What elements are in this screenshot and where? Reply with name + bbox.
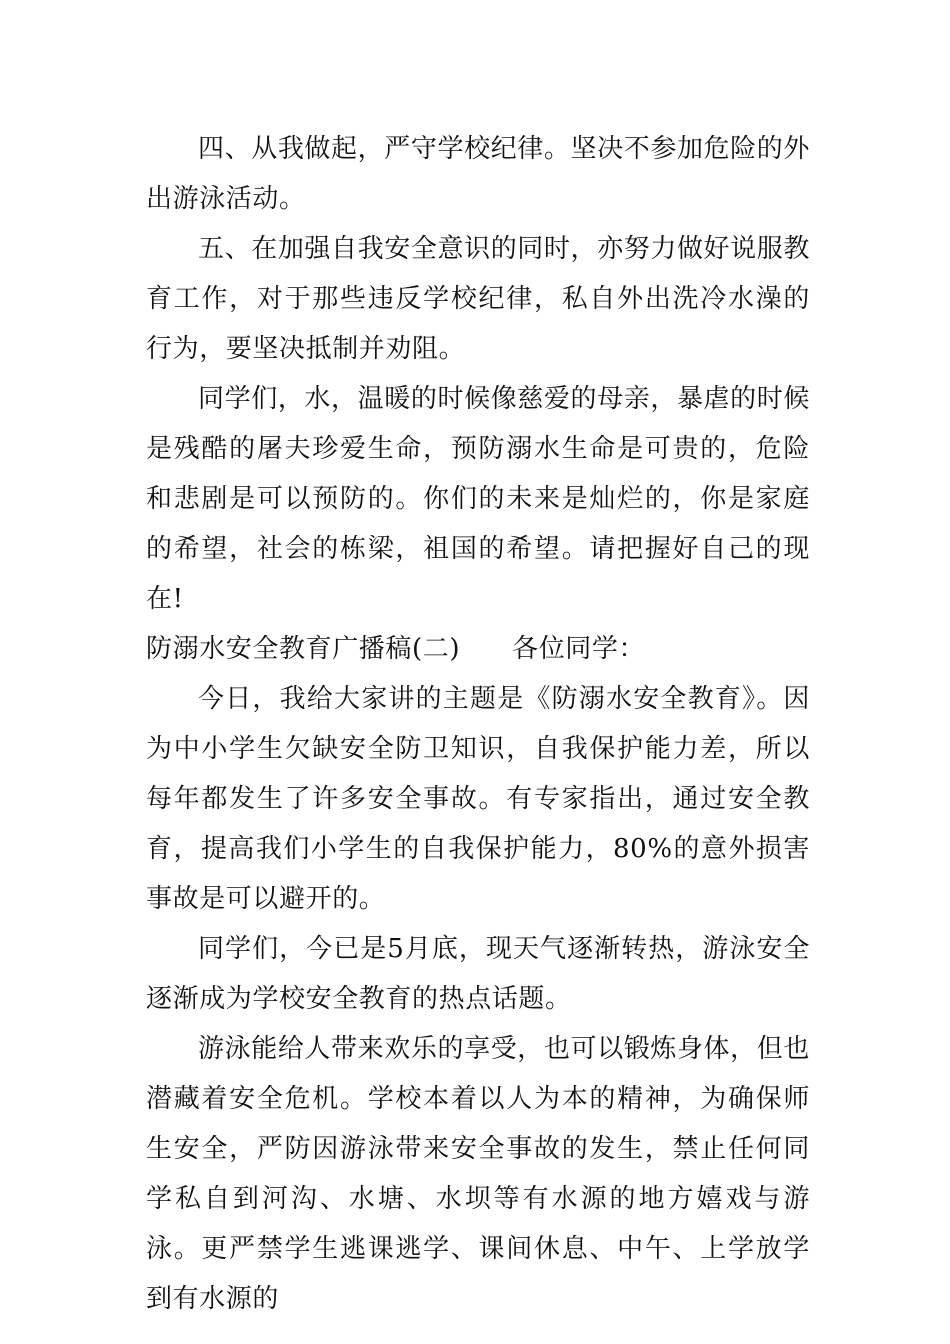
document-page (146, 124, 810, 1324)
paragraph-closing: 同学们，水，温暖的时候像慈爱的母亲，暴虐的时候是残酷的屠夫珍爱生命，预防溺水生命是可贵的，危险和悲剧是可以预防的。你们的未来是灿烂的，你是家庭的希望，社会的栋梁，祖国的希望。请把握好自己的现在! (146, 384, 810, 614)
paragraph-swimming: 游泳能给人带来欢乐的享受，也可以锻炼身体，但也潜藏着安全危机。学校本着以人为本的精神，为确保师生安全，严防因游泳带来安全事故的发生，禁止任何同学私自到河沟、水塘、水坝等有水源的地方嬉戏与游泳。更严禁学生逃课逃学、课间休息、中午、上学放学到有水源的 (146, 1034, 810, 1314)
paragraph-item-five: 五、在加强自我安全意识的同时，亦努力做好说服教育工作，对于那些违反学校纪律，私自外出洗冷水澡的行为，要坚决抵制并劝阻。 (146, 234, 810, 364)
section-title: 防溺水安全教育广播稿(二) (146, 634, 461, 664)
greeting: 各位同学： (512, 634, 646, 664)
paragraph-item-four: 四、从我做起，严守学校纪律。坚决不参加危险的外出游泳活动。 (146, 134, 810, 214)
paragraph-weather: 同学们，今已是5月底，现天气逐渐转热，游泳安全逐渐成为学校安全教育的热点话题。 (146, 934, 810, 1014)
section-heading-line (146, 624, 810, 674)
paragraph-topic: 今日，我给大家讲的主题是《防溺水安全教育》。因为中小学生欠缺安全防卫知识，自我保护能力差，所以每年都发生了许多安全事故。有专家指出，通过安全教育，提高我们小学生的自我保护能力，80%的意外损害事故是可以避开的。 (146, 684, 810, 914)
